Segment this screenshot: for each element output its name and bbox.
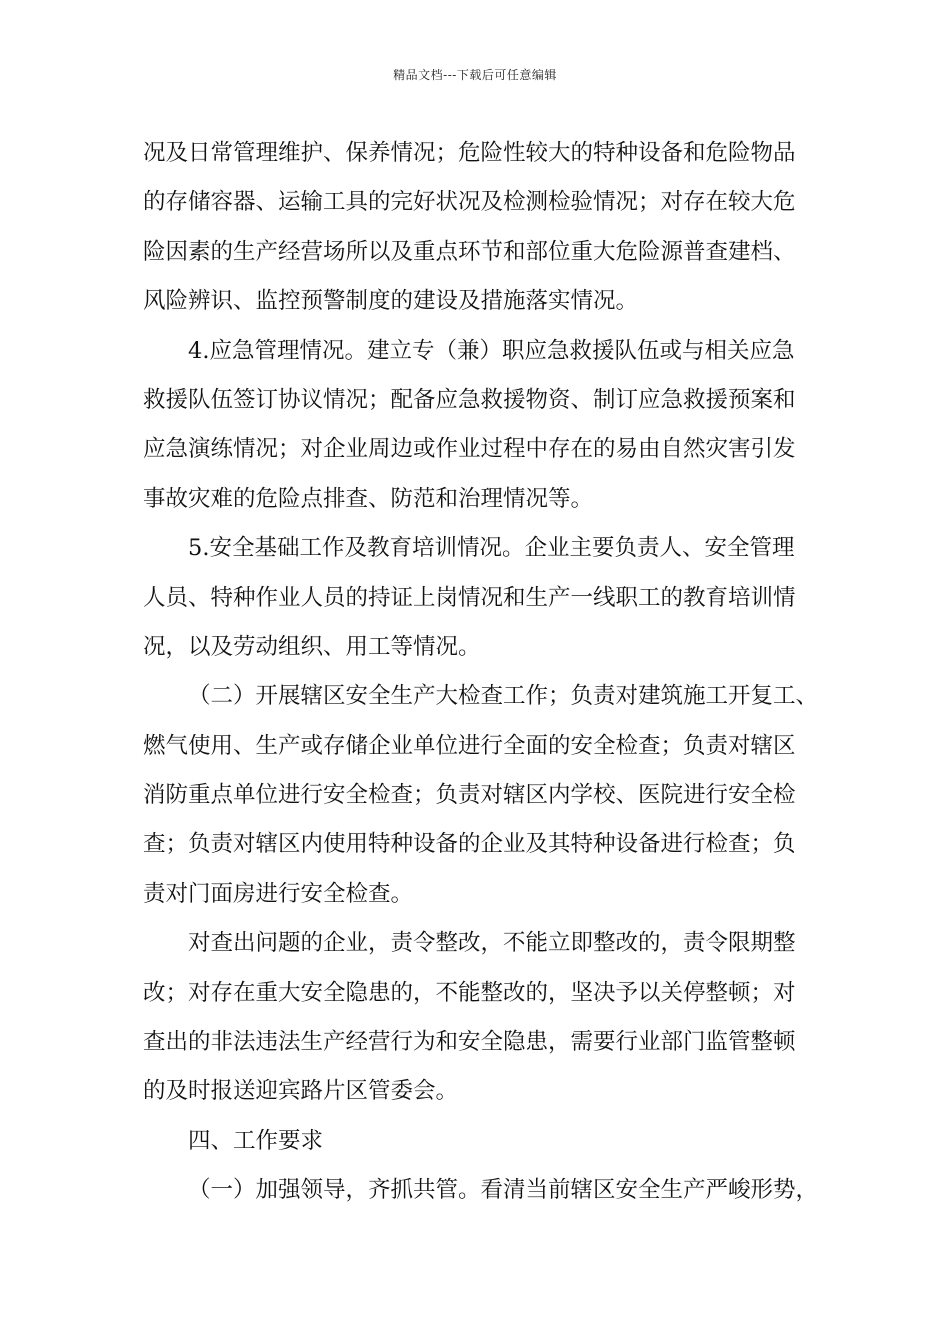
- text-line: 况，以及劳动组织、用工等情况。: [143, 633, 481, 660]
- text-line: 风险辨识、监控预警制度的建设及措施落实情况。: [143, 288, 639, 315]
- text-line: 5.安全基础工作及教育培训情况。企业主要负责人、安全管理: [188, 535, 795, 562]
- document-body: [143, 129, 833, 1216]
- text-line: 查；负责对辖区内使用特种设备的企业及其特种设备进行检查；负: [143, 831, 796, 858]
- text-line: 四、工作要求: [188, 1127, 324, 1154]
- text-line: （二）开展辖区安全生产大检查工作；负责对建筑施工开复工、: [188, 683, 819, 710]
- text-line: 燃气使用、生产或存储企业单位进行全面的安全检查；负责对辖区: [143, 732, 796, 759]
- text-line: 对查出问题的企业，责令整改，不能立即整改的，责令限期整: [188, 930, 796, 957]
- text-line: 改；对存在重大安全隐患的，不能整改的，坚决予以关停整顿；对: [143, 979, 796, 1006]
- text-line: 应急演练情况；对企业周边或作业过程中存在的易由自然灾害引发: [143, 436, 796, 463]
- text-line: 救援队伍签订协议情况；配备应急救援物资、制订应急救援预案和: [143, 386, 796, 413]
- text-line: 的及时报送迎宾路片区管委会。: [143, 1078, 459, 1105]
- text-line: 的存储容器、运输工具的完好状况及检测检验情况；对存在较大危: [143, 189, 796, 216]
- text-line: 责对门面房进行安全检查。: [143, 880, 414, 907]
- text-line: 查出的非法违法生产经营行为和安全隐患，需要行业部门监管整顿: [143, 1029, 796, 1056]
- text-line: 消防重点单位进行安全检查；负责对辖区内学校、医院进行安全检: [143, 782, 796, 809]
- text-line: 况及日常管理维护、保养情况；危险性较大的特种设备和危险物品: [143, 140, 796, 166]
- text-line: 事故灾难的危险点排查、防范和治理情况等。: [143, 485, 594, 512]
- text-line: 险因素的生产经营场所以及重点环节和部位重大危险源普查建档、: [143, 238, 796, 265]
- text-line: 人员、特种作业人员的持证上岗情况和生产一线职工的教育培训情: [143, 584, 796, 611]
- text-line: （一）加强领导，齐抓共管。看清当前辖区安全生产严峻形势，: [188, 1177, 819, 1204]
- text-line: 4.应急管理情况。建立专（兼）职应急救援队伍或与相关应急: [188, 337, 795, 364]
- page-header: 精品文档---下载后可任意编辑: [393, 68, 557, 82]
